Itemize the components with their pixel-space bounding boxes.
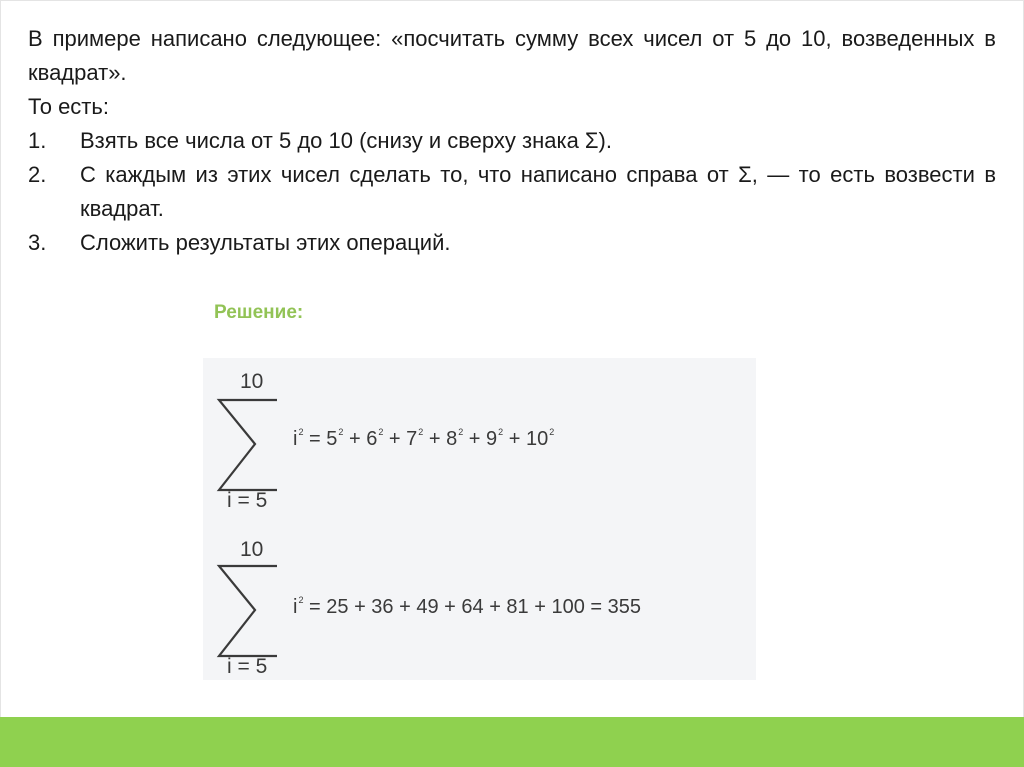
term-exp: 2 — [498, 427, 504, 438]
expansion-expression: $i^2 = 5^2 + 6^2 + 7^2 + 8^2 + 9^2 + 10^2$ — [293, 427, 555, 450]
summation-1 — [213, 366, 303, 516]
result-rhs: = 25 + 36 + 49 + 64 + 81 + 100 = 355 — [309, 596, 641, 618]
step-item — [28, 226, 996, 260]
term-base: i — [293, 428, 298, 450]
term-exp: 2 — [418, 427, 424, 438]
step-number: 1. — [28, 128, 47, 153]
formula-image — [203, 358, 756, 680]
slide-text — [28, 22, 996, 260]
summation-2 — [213, 534, 303, 684]
term-base: 6 — [366, 428, 378, 450]
sigma-icon — [215, 564, 279, 659]
sum-lower-limit: i = 5 — [227, 489, 268, 512]
step-number: 3. — [28, 230, 47, 255]
step-text: Взять все числа от 5 до 10 (снизу и сверху знака Σ). — [80, 128, 612, 153]
steps-list — [28, 124, 996, 260]
intro-lead: То есть: — [28, 94, 109, 119]
term-exp: 2 — [298, 595, 304, 606]
term-base: i — [293, 596, 298, 618]
sigma-icon — [215, 398, 279, 493]
term-exp: 2 — [338, 427, 344, 438]
term-exp: 2 — [298, 427, 304, 438]
step-text: Сложить результаты этих операций. — [80, 230, 451, 255]
term-base: 9 — [486, 428, 498, 450]
sum-upper-limit: 10 — [240, 538, 264, 561]
step-item — [28, 124, 996, 158]
result-expression — [293, 596, 641, 619]
footer-bar — [0, 717, 1024, 767]
term-base: 5 — [326, 428, 338, 450]
intro-paragraph: В примере написано следующее: «посчитать сумму всех чисел от 5 до 10, возведенных в квадрат». — [28, 26, 996, 85]
term-base: 8 — [446, 428, 458, 450]
sum-lower-limit: i = 5 — [227, 655, 268, 678]
term-base: 10 — [525, 428, 549, 450]
step-item — [28, 158, 996, 226]
term-exp: 2 — [549, 427, 555, 438]
sum-upper-limit: 10 — [240, 370, 264, 393]
step-text: С каждым из этих чисел сделать то, что написано справа от Σ, — то есть возвести в квадрат. — [80, 162, 996, 221]
step-number: 2. — [28, 162, 47, 187]
term-exp: 2 — [458, 427, 464, 438]
term-base: 7 — [406, 428, 418, 450]
solution-heading: Решение: — [214, 302, 304, 323]
term-exp: 2 — [378, 427, 384, 438]
